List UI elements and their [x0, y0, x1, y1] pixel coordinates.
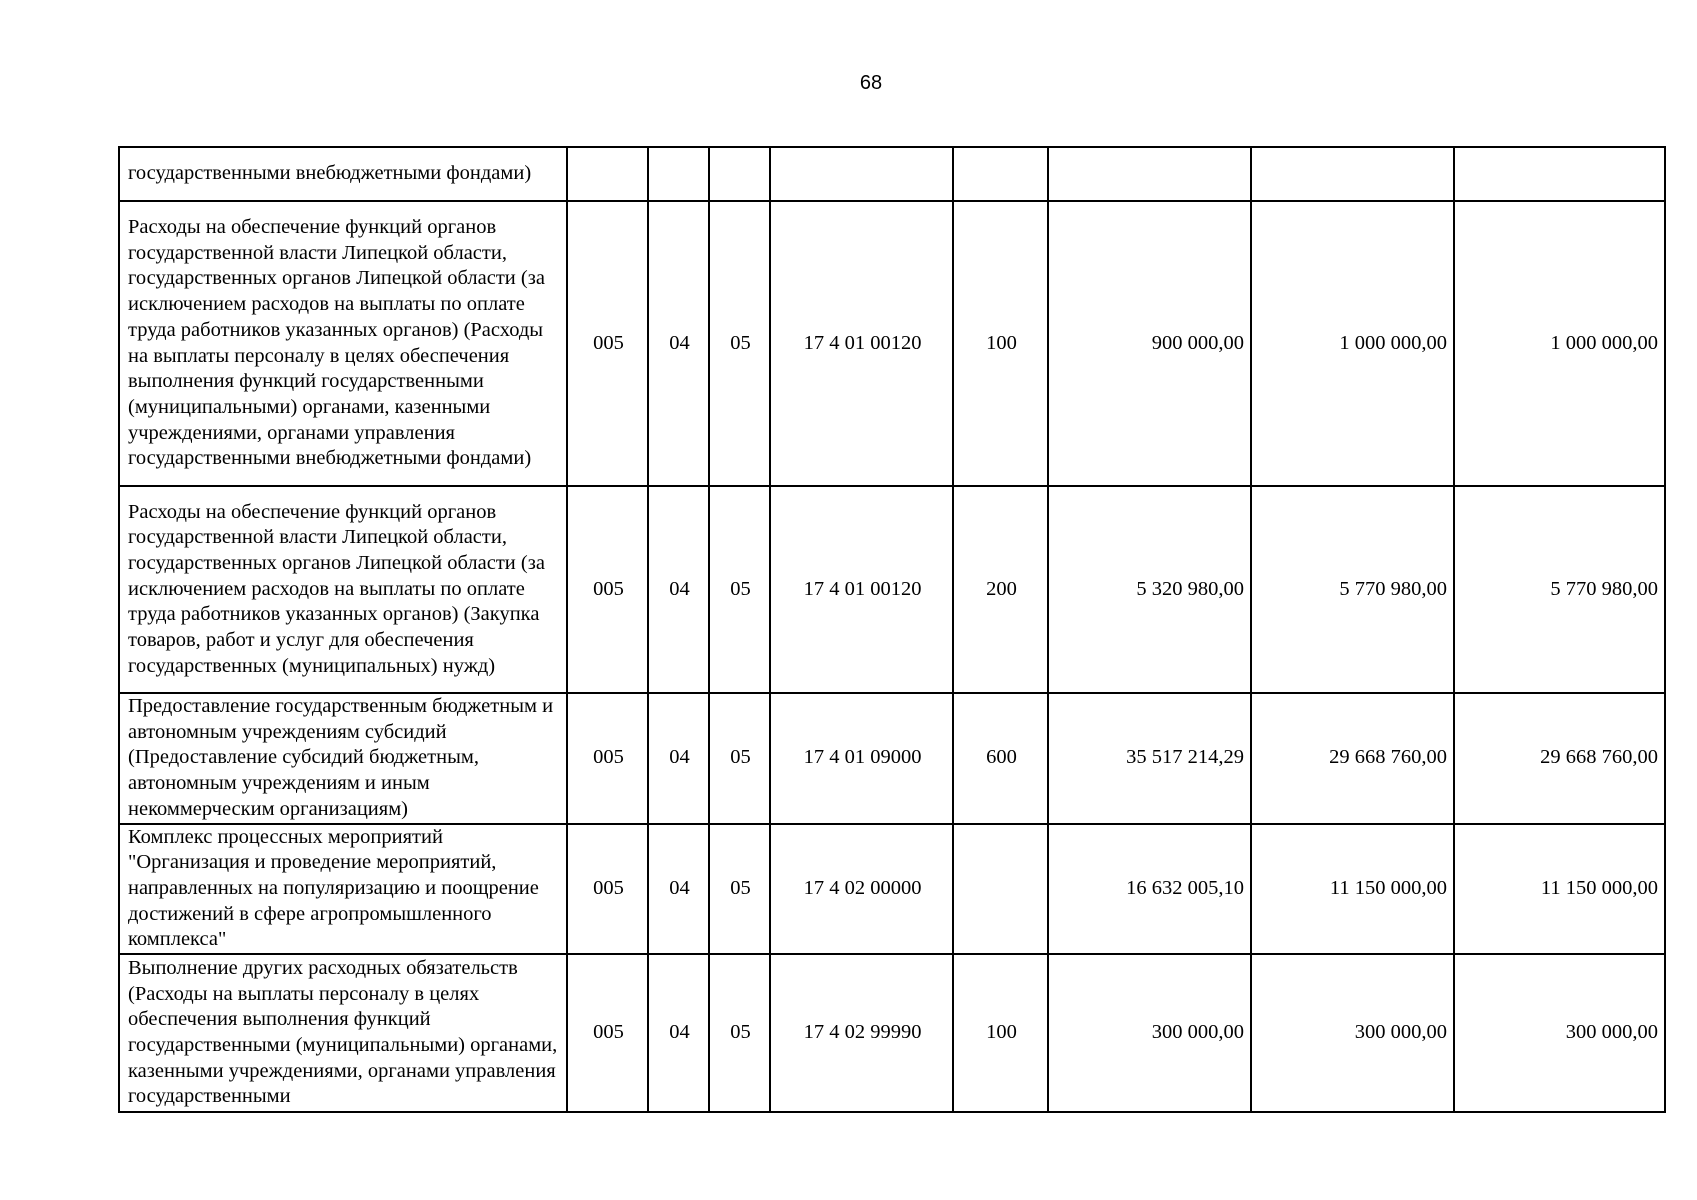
amount-3 [1454, 147, 1665, 201]
department-code [567, 147, 648, 201]
amount-1: 5 320 980,00 [1048, 486, 1251, 693]
department-code: 005 [567, 954, 648, 1112]
expense-type-code: 200 [953, 486, 1048, 693]
section-code: 04 [648, 486, 709, 693]
table-row [119, 486, 1665, 693]
expense-description: Предоставление государственным бюджетным и автономным учреждениям субсидий (Предоставление субсидий бюджетным, автономным учреждениям и иным некоммерческим организациям) [119, 693, 567, 824]
expense-type-code: 100 [953, 201, 1048, 486]
table-row [119, 147, 1665, 201]
amount-2: 5 770 980,00 [1251, 486, 1454, 693]
department-code: 005 [567, 693, 648, 824]
amount-2: 29 668 760,00 [1251, 693, 1454, 824]
table-row [119, 693, 1665, 824]
expense-description: государственными внебюджетными фондами) [119, 147, 567, 201]
amount-1: 16 632 005,10 [1048, 824, 1251, 955]
expense-type-code: 100 [953, 954, 1048, 1112]
department-code: 005 [567, 201, 648, 486]
table-row [119, 201, 1665, 486]
amount-3: 11 150 000,00 [1454, 824, 1665, 955]
subsection-code [709, 147, 770, 201]
subsection-code: 05 [709, 954, 770, 1112]
expense-type-code [953, 824, 1048, 955]
amount-1: 900 000,00 [1048, 201, 1251, 486]
page-number: 68 [859, 72, 883, 94]
table-row [119, 954, 1665, 1112]
target-article-code [770, 147, 953, 201]
amount-1: 35 517 214,29 [1048, 693, 1251, 824]
section-code: 04 [648, 954, 709, 1112]
amount-3: 300 000,00 [1454, 954, 1665, 1112]
section-code: 04 [648, 824, 709, 955]
expense-type-code [953, 147, 1048, 201]
amount-2: 11 150 000,00 [1251, 824, 1454, 955]
amount-2 [1251, 147, 1454, 201]
amount-2: 300 000,00 [1251, 954, 1454, 1112]
target-article-code: 17 4 02 00000 [770, 824, 953, 955]
target-article-code: 17 4 02 99990 [770, 954, 953, 1112]
expense-description: Выполнение других расходных обязательств (Расходы на выплаты персоналу в целях обеспечения выполнения функций государственными (муниципальными) органами, казенными учреждениями, органами управления государственными [119, 954, 567, 1112]
target-article-code: 17 4 01 09000 [770, 693, 953, 824]
subsection-code: 05 [709, 693, 770, 824]
department-code: 005 [567, 824, 648, 955]
subsection-code: 05 [709, 824, 770, 955]
section-code: 04 [648, 201, 709, 486]
budget-table [118, 146, 1666, 1113]
department-code: 005 [567, 486, 648, 693]
table-row [119, 824, 1665, 955]
expense-description: Расходы на обеспечение функций органов государственной власти Липецкой области, государственных органов Липецкой области (за исключением расходов на выплаты по оплате труда работников указанных органов) (Закупка товаров, работ и услуг для обеспечения государственных (муниципальных) нужд) [119, 486, 567, 693]
target-article-code: 17 4 01 00120 [770, 201, 953, 486]
amount-3: 5 770 980,00 [1454, 486, 1665, 693]
amount-3: 29 668 760,00 [1454, 693, 1665, 824]
subsection-code: 05 [709, 486, 770, 693]
expense-description: Комплекс процессных мероприятий "Организация и проведение мероприятий, направленных на популяризацию и поощрение достижений в сфере агропромышленного комплекса" [119, 824, 567, 955]
amount-2: 1 000 000,00 [1251, 201, 1454, 486]
amount-3: 1 000 000,00 [1454, 201, 1665, 486]
expense-type-code: 600 [953, 693, 1048, 824]
expense-description: Расходы на обеспечение функций органов государственной власти Липецкой области, государственных органов Липецкой области (за исключением расходов на выплаты по оплате труда работников указанных органов) (Расходы на выплаты персоналу в целях обеспечения выполнения функций государственными (муниципальными) органами, казенными учреждениями, органами управления государственными внебюджетными фондами) [119, 201, 567, 486]
target-article-code: 17 4 01 00120 [770, 486, 953, 693]
amount-1 [1048, 147, 1251, 201]
section-code: 04 [648, 693, 709, 824]
section-code [648, 147, 709, 201]
subsection-code: 05 [709, 201, 770, 486]
amount-1: 300 000,00 [1048, 954, 1251, 1112]
